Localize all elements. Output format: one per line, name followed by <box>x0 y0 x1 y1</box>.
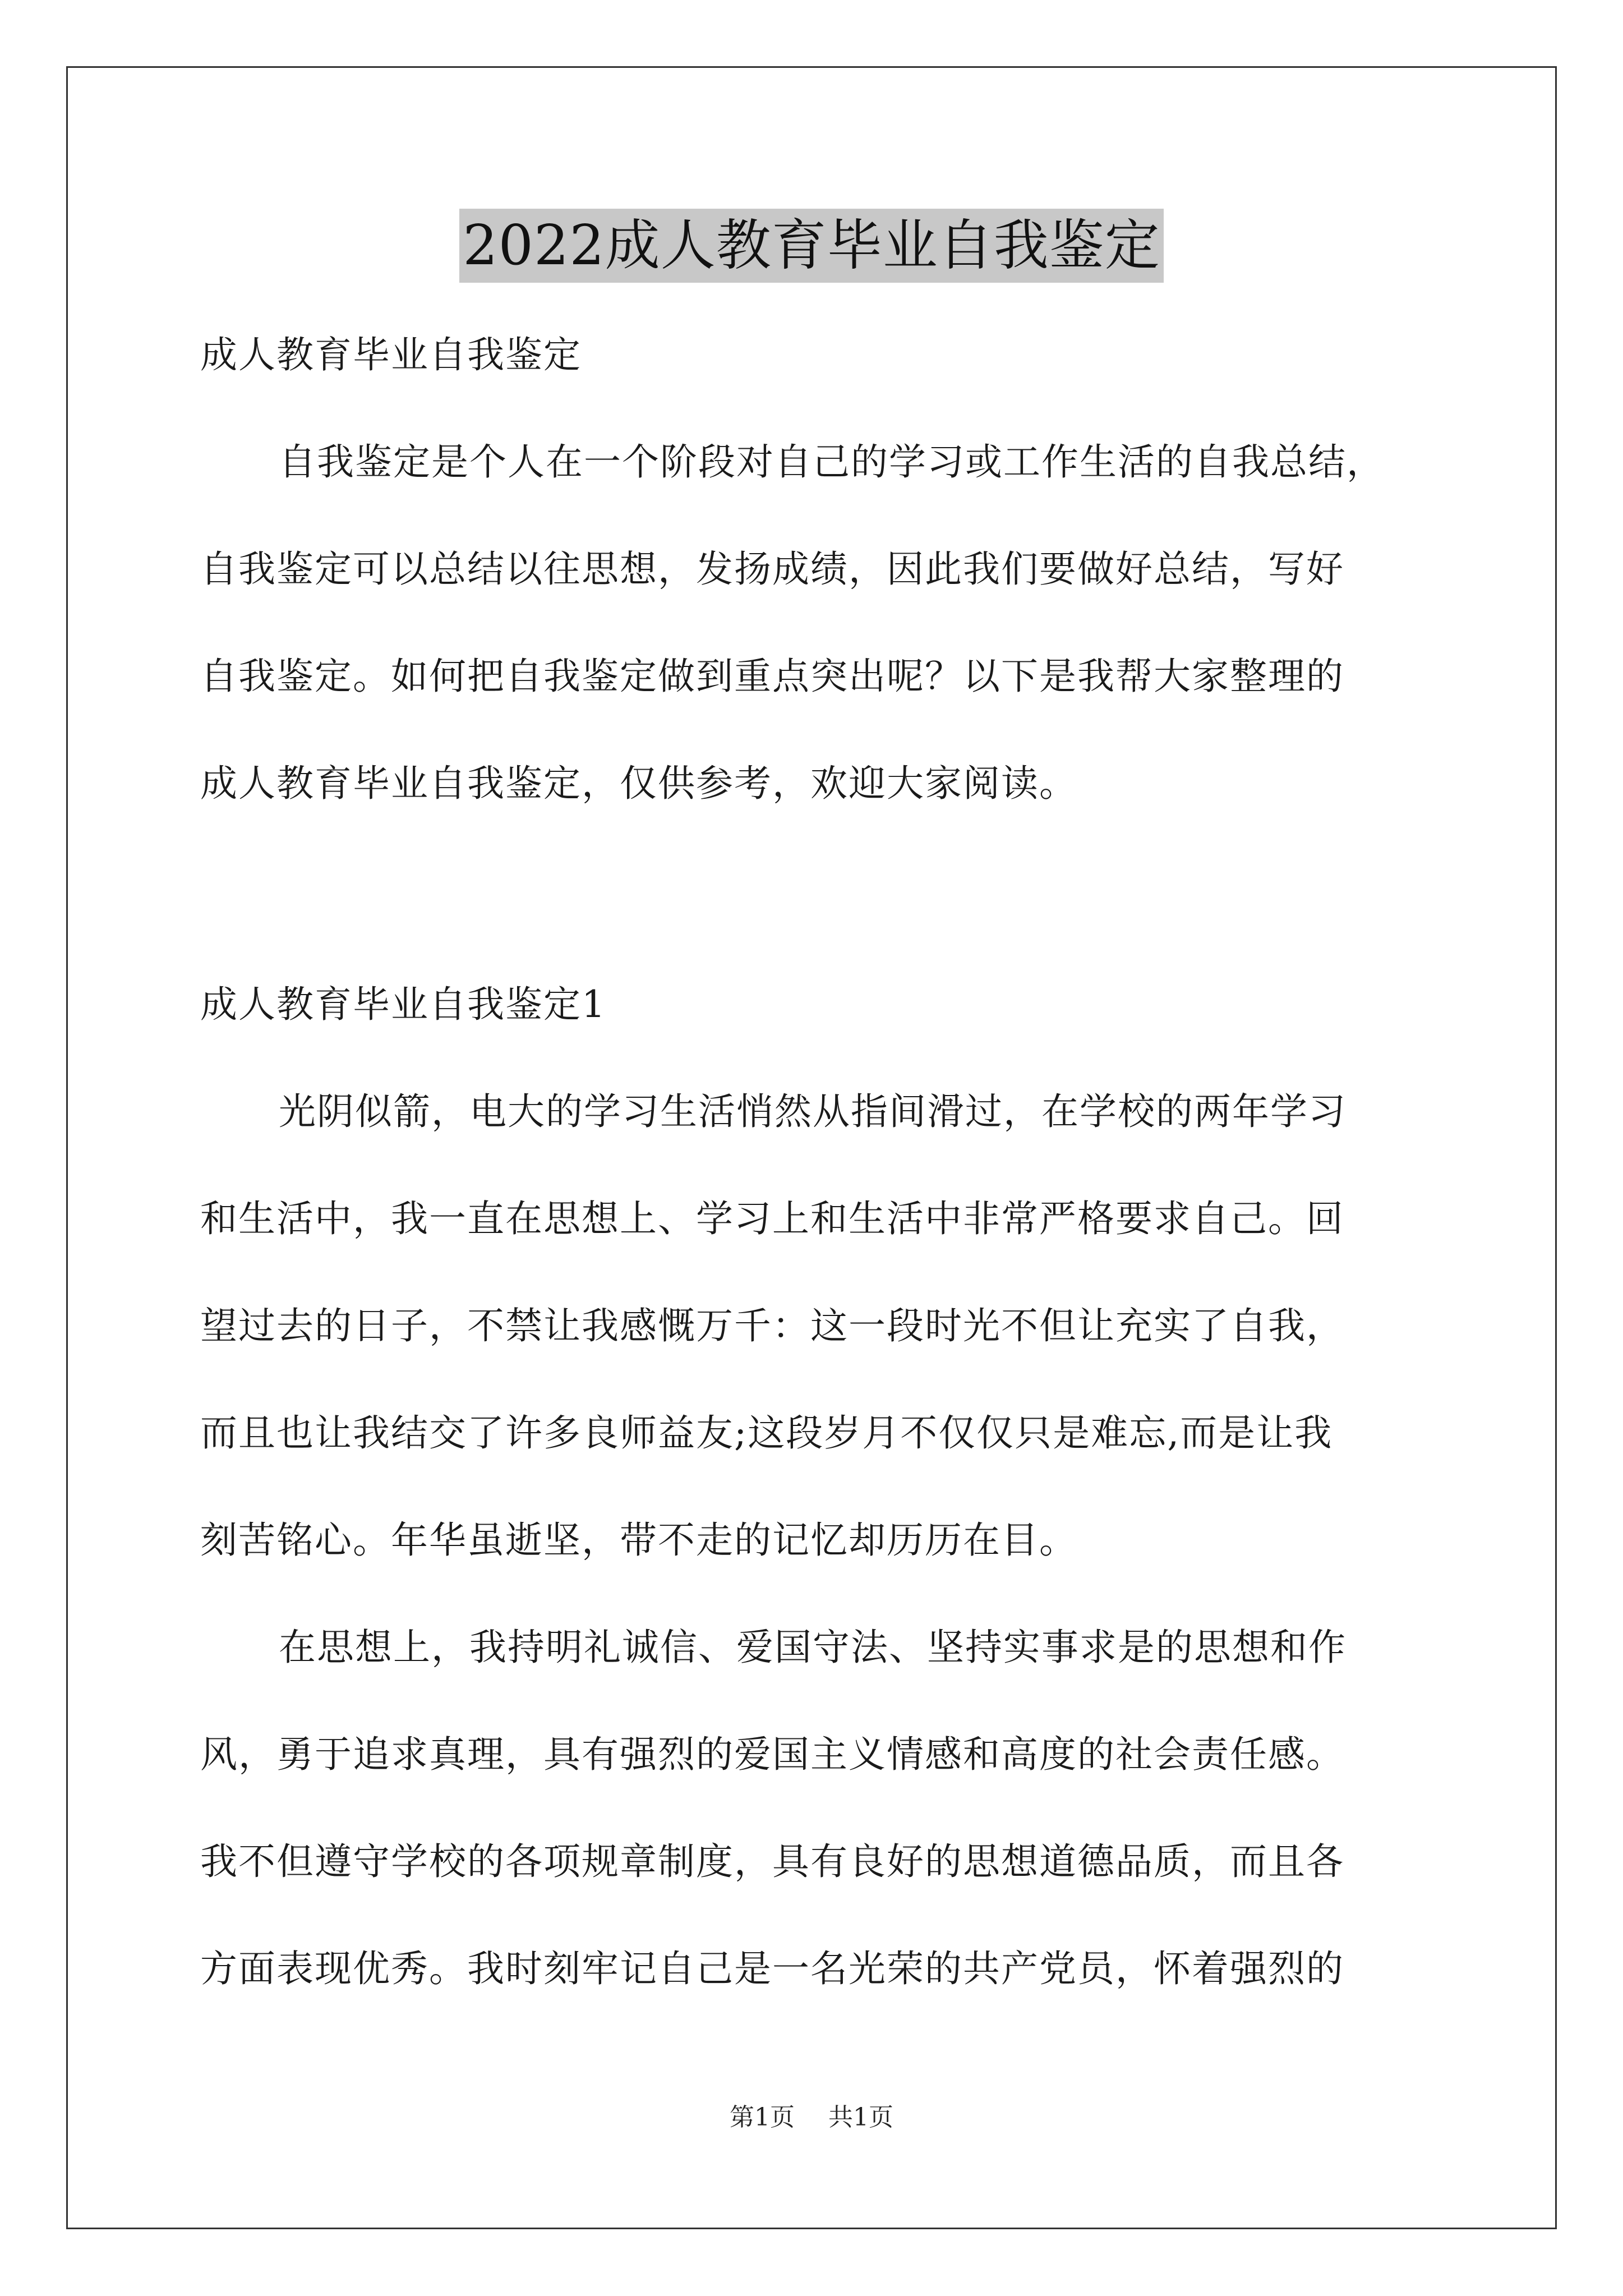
title-container <box>0 209 1623 283</box>
intro-line: 成人教育毕业自我鉴定，仅供参考，欢迎大家阅读。 <box>200 762 1077 805</box>
page-total: 共1页 <box>828 2103 893 2132</box>
document-title: 2022成人教育毕业自我鉴定 <box>459 209 1163 283</box>
paragraph2-line: 我不但遵守学校的各项规章制度，具有良好的思想道德品质，而且各 <box>200 1840 1344 1883</box>
document-body <box>200 301 1440 2022</box>
intro-line: 自我鉴定。如何把自我鉴定做到重点突出呢？以下是我帮大家整理的 <box>200 655 1344 698</box>
paragraph1-line: 和生活中，我一直在思想上、学习上和生活中非常严格要求自己。回 <box>200 1197 1344 1240</box>
paragraph2-line: 在思想上，我持明礼诚信、爱国守法、坚持实事求是的思想和作 <box>279 1626 1347 1669</box>
paragraph1-line: 望过去的日子，不禁让我感慨万千：这一段时光不但让充实了自我， <box>200 1304 1344 1347</box>
section-heading: 成人教育毕业自我鉴定1 <box>200 983 606 1026</box>
paragraph2-line: 方面表现优秀。我时刻牢记自己是一名光荣的共产党员，怀着强烈的 <box>200 1947 1344 1990</box>
page-number: 第1页 <box>730 2103 795 2132</box>
paragraph2-line: 风，勇于追求真理，具有强烈的爱国主义情感和高度的社会责任感。 <box>200 1733 1344 1776</box>
document-subtitle: 成人教育毕业自我鉴定 <box>200 333 582 376</box>
paragraph1-line: 刻苦铭心。年华虽逝坚，带不走的记忆却历历在目。 <box>200 1519 1077 1562</box>
intro-line: 自我鉴定是个人在一个阶段对自己的学习或工作生活的自我总结， <box>279 440 1385 484</box>
paragraph1-line: 光阴似箭，电大的学习生活悄然从指间滑过，在学校的两年学习 <box>279 1090 1347 1133</box>
paragraph1-line: 而且也让我结交了许多良师益友;这段岁月不仅仅只是难忘,而是让我 <box>200 1411 1333 1455</box>
intro-line: 自我鉴定可以总结以往思想，发扬成绩，因此我们要做好总结，写好 <box>200 547 1344 591</box>
section-spacer <box>200 837 1440 951</box>
page-footer <box>0 2097 1623 2133</box>
